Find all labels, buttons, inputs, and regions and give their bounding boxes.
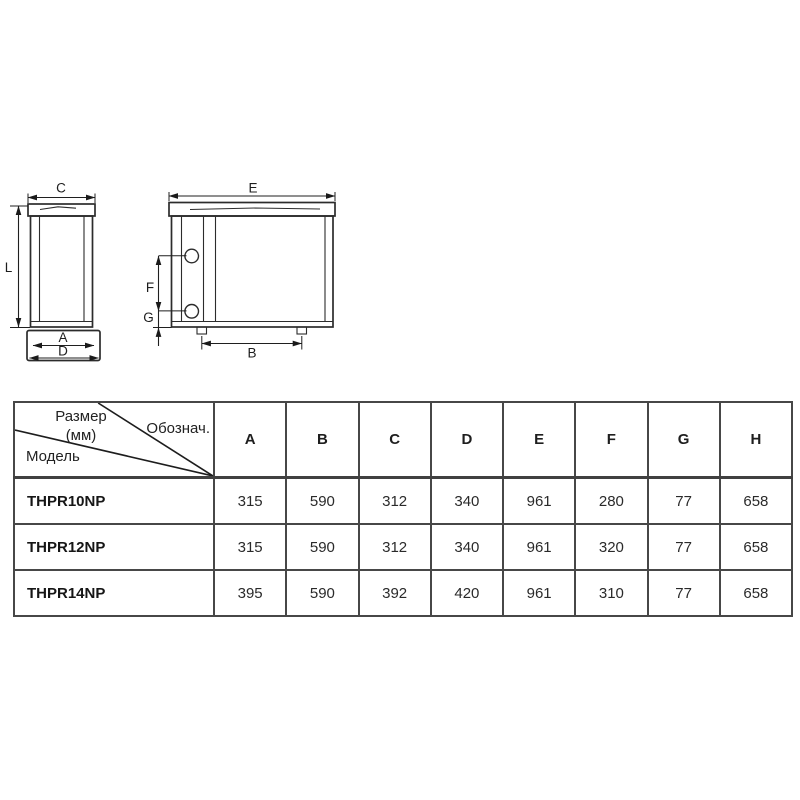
dimension-value-cell: 77: [648, 478, 720, 525]
dimension-value-cell: 77: [648, 570, 720, 616]
dimension-value-cell: 312: [359, 524, 431, 570]
dimension-value-cell: 590: [286, 570, 358, 616]
front-body: [172, 216, 334, 327]
corner-size-label: [39, 407, 123, 445]
dimension-value-cell: 310: [575, 570, 647, 616]
column-header-c: C: [359, 402, 431, 478]
dim-label-l: L: [4, 260, 13, 275]
dimension-value-cell: 340: [431, 524, 503, 570]
dimension-value-cell: 395: [214, 570, 286, 616]
table-header-row: [14, 402, 792, 478]
corner-model-label: Модель: [26, 448, 80, 465]
model-name-cell: THPR14NP: [14, 570, 214, 616]
dimension-value-cell: 312: [359, 478, 431, 525]
dimension-value-cell: 320: [575, 524, 647, 570]
size-label: Размер: [55, 408, 107, 425]
column-header-g: G: [648, 402, 720, 478]
table-row: [14, 478, 792, 525]
dimensions-table: [13, 401, 793, 617]
dim-label-e: E: [248, 180, 258, 196]
front-view-drawing: [143, 181, 335, 361]
dimension-value-cell: 658: [720, 570, 792, 616]
dimension-value-cell: 961: [503, 570, 575, 616]
side-view-drawing: [5, 181, 100, 361]
column-header-h: H: [720, 402, 792, 478]
column-header-e: E: [503, 402, 575, 478]
size-unit-label: (мм): [65, 427, 97, 444]
column-header-a: A: [214, 402, 286, 478]
dimension-value-cell: 392: [359, 570, 431, 616]
dimension-value-cell: 590: [286, 478, 358, 525]
dimension-value-cell: 280: [575, 478, 647, 525]
column-header-d: D: [431, 402, 503, 478]
dim-label-a: A: [58, 330, 68, 345]
dimension-value-cell: 658: [720, 524, 792, 570]
column-header-b: B: [286, 402, 358, 478]
corner-designation-label: Обознач.: [146, 420, 210, 437]
dimension-value-cell: 340: [431, 478, 503, 525]
dim-label-b: B: [247, 345, 257, 361]
dimension-value-cell: 315: [214, 524, 286, 570]
dim-label-d: D: [58, 343, 68, 359]
dimension-value-cell: 658: [720, 478, 792, 525]
side-top-cap: [28, 204, 95, 216]
dimension-value-cell: 77: [648, 524, 720, 570]
column-header-f: F: [575, 402, 647, 478]
table-corner-cell: [14, 402, 214, 478]
model-name-cell: THPR12NP: [14, 524, 214, 570]
dim-label-g: G: [143, 310, 154, 325]
pipe-connection-lower: [185, 305, 199, 319]
dim-label-f: F: [145, 280, 155, 295]
front-foot-left: [197, 327, 207, 334]
dim-label-c: C: [56, 180, 66, 196]
front-foot-right: [297, 327, 307, 334]
dimension-value-cell: 961: [503, 478, 575, 525]
dimension-value-cell: 420: [431, 570, 503, 616]
dimension-value-cell: 315: [214, 478, 286, 525]
dimension-value-cell: 590: [286, 524, 358, 570]
dimension-drawing: [0, 0, 360, 375]
model-name-cell: THPR10NP: [14, 478, 214, 525]
table-row: [14, 570, 792, 616]
table-row: [14, 524, 792, 570]
dimension-value-cell: 961: [503, 524, 575, 570]
pipe-connection-upper: [185, 249, 199, 263]
